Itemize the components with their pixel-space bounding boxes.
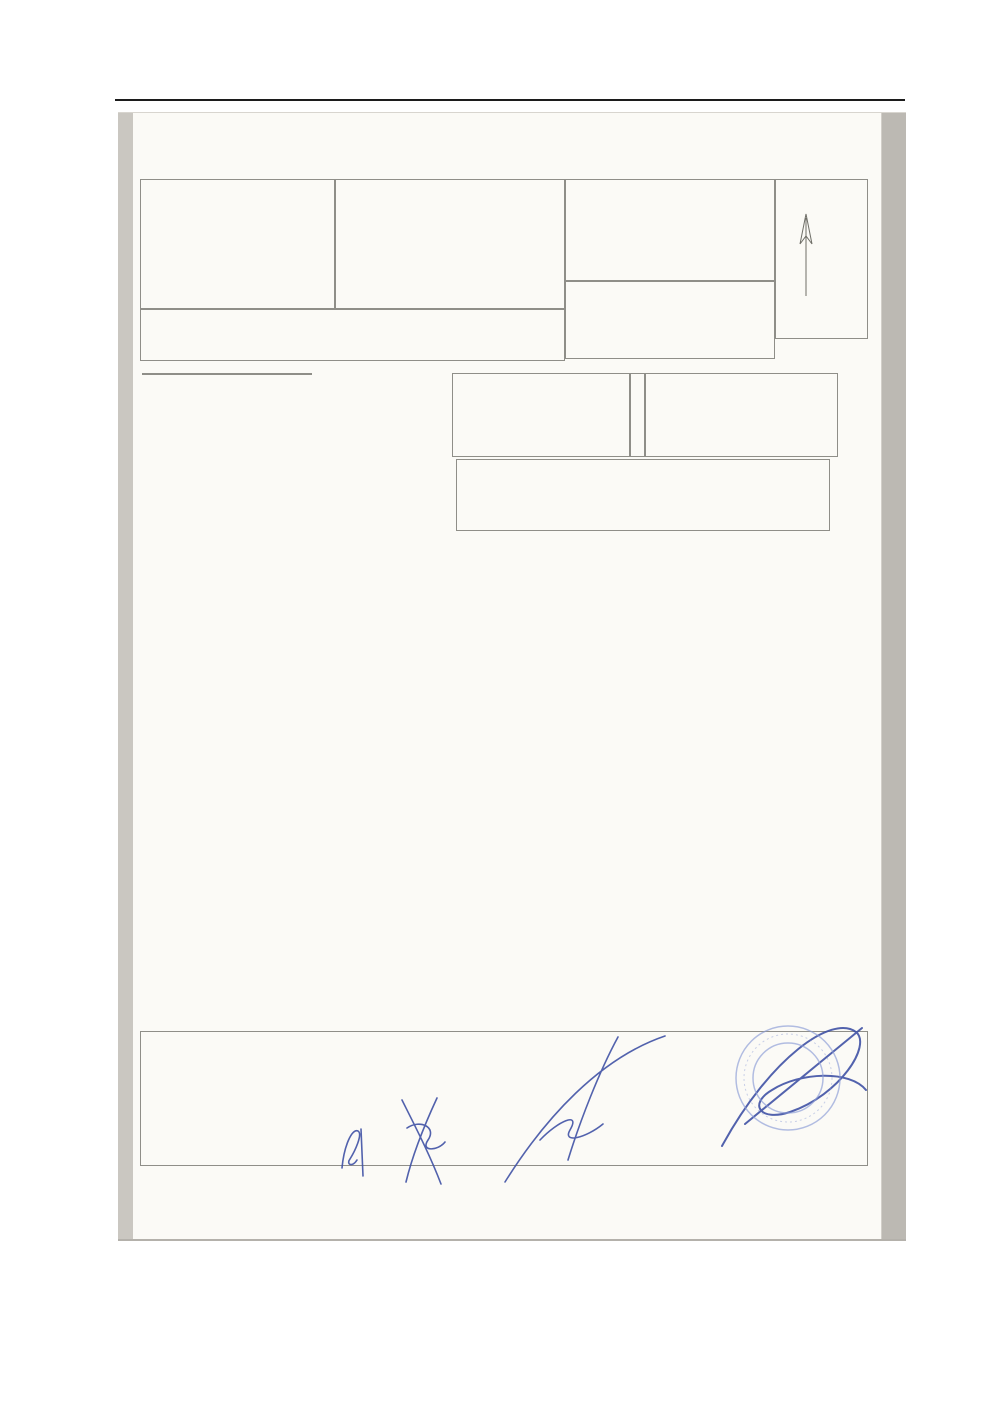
scan-edge-right [881, 113, 906, 1239]
kontrol-strip [630, 373, 645, 457]
area-table [140, 309, 565, 361]
scanned-document [118, 112, 906, 1241]
turef-coordinates-table [142, 373, 312, 375]
durulan-table [456, 459, 830, 531]
kroki-box [775, 179, 868, 339]
used-control-points-table-1 [565, 179, 775, 281]
kontrol-box [452, 373, 630, 457]
used-control-points-table-2 [565, 281, 775, 359]
dn-bn-table [645, 373, 838, 457]
scan-edge-left [118, 113, 133, 1239]
signature-table [140, 1031, 868, 1166]
parcel-info-box [140, 179, 335, 309]
header-rule [115, 99, 905, 101]
office-box [335, 179, 565, 309]
